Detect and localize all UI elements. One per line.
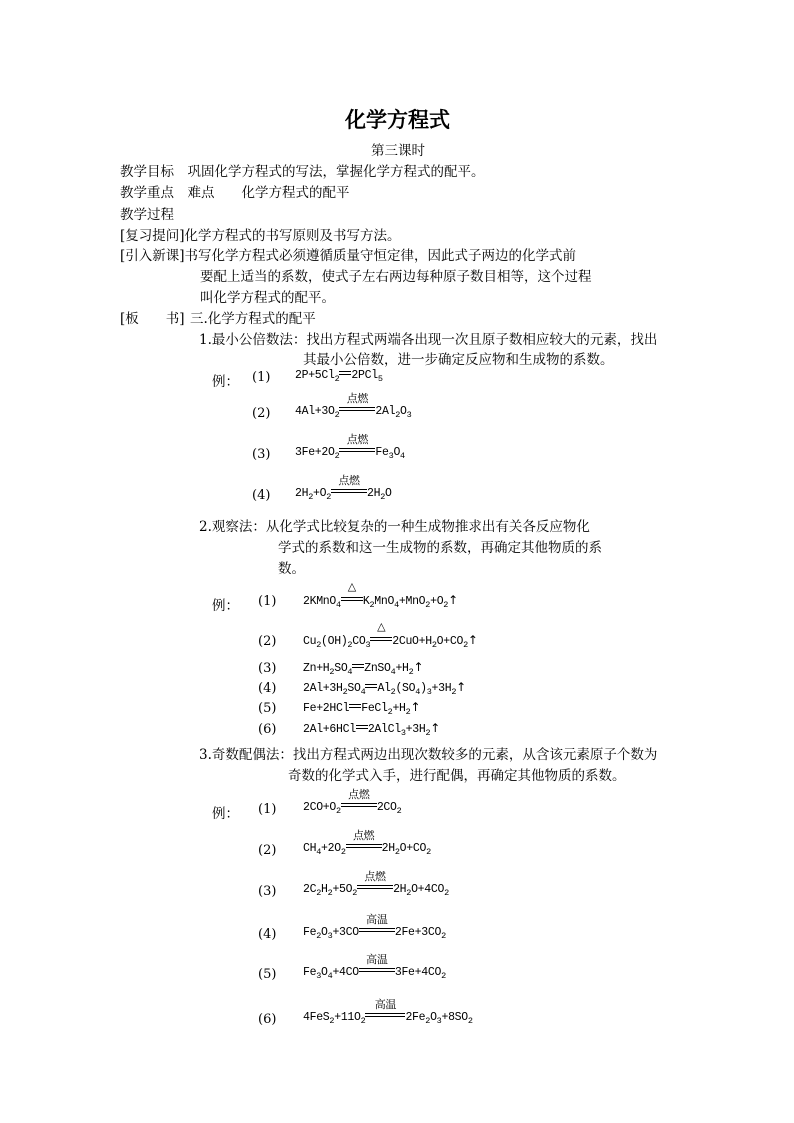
intro-line-3: 叫化学方程式的配平。: [200, 290, 335, 306]
equation-3-6: $4FeS_2+11O_2$ 高温 $2Fe_2O_3+8SO_2$: [303, 998, 473, 1026]
equation-2-6: 2Al+6HCl $2AlCl_3+3H_2↑$: [303, 721, 441, 738]
method-3-line-2: 奇数的化学式入手，进行配偶，再确定其他物质的系数。: [288, 768, 626, 784]
equation-3-1: $2CO+O_2$ 点燃 $2CO_2$: [303, 788, 402, 816]
equation-2-2: $Cu_2(OH)_2CO_3$ △ $2CuO+H_2O+CO_2↑$: [303, 620, 478, 650]
eq-number: (1): [258, 594, 277, 609]
intro-line-2: 要配上适当的系数，使式子左右两边每种原子数目相等，这个过程: [200, 269, 592, 285]
method-2-line-3: 数。: [278, 561, 305, 577]
eq-number: (3): [258, 661, 277, 676]
teaching-focus: 教学重点 难点 化学方程式的配平: [120, 185, 350, 201]
teaching-process: 教学过程: [120, 207, 174, 223]
equation-2-3: $Zn+H_2SO_4$ $ZnSO_4+H_2↑$: [303, 660, 424, 677]
method-1-line-1: 1.最小公倍数法：找出方程式两端各出现一次且原子数相应较大的元素，找出: [199, 332, 658, 348]
eq-number: (5): [258, 701, 277, 716]
eq-number: (1): [252, 370, 271, 385]
equation-1-1: $2P+5Cl_2$ 2PCl$_5$: [295, 369, 383, 384]
example-label: 例：: [212, 374, 239, 390]
teaching-goal: 教学目标 巩固化学方程式的写法，掌握化学方程式的配平。: [120, 164, 485, 180]
eq-number: (2): [258, 843, 277, 858]
equation-2-5: Fe+2HCl $FeCl_2+H_2↑$: [303, 700, 421, 717]
equation-1-3: $3Fe+2O_2$ 点燃 $Fe_3O_4$: [295, 433, 405, 461]
review-question: [复习提问]化学方程式的书写原则及书写方法。: [120, 228, 401, 244]
method-2-line-2: 学式的系数和这一生成物的系数，再确定其他物质的系: [278, 540, 602, 556]
eq-number: (4): [258, 927, 277, 942]
equation-3-4: $Fe_2O_3+3CO$ 高温 $2Fe+3CO_2$: [303, 913, 446, 941]
board-text: 三.化学方程式的配平: [190, 311, 316, 327]
equation-1-4: $2H_2+O_2$ 点燃 $2H_2O$: [295, 474, 392, 502]
equation-2-4: $2Al+3H_2SO_4$ $Al_2(SO_4)_3+3H_2↑$: [303, 680, 466, 697]
equation-2-1: 2KMnO$_4$ △ $K_2MnO_4+MnO_2+O_2↑$: [303, 580, 458, 610]
eq-number: (1): [258, 802, 277, 817]
page-subtitle: 第三课时: [371, 143, 425, 159]
eq-number: (2): [252, 406, 271, 421]
eq-number: (3): [258, 884, 277, 899]
method-2-line-1: 2.观察法：从化学式比较复杂的一种生成物推求出有关各反应物化: [199, 519, 590, 535]
eq-number: (5): [258, 967, 277, 982]
eq-number: (3): [252, 447, 271, 462]
equation-1-2: $4Al+3O_2$ 点燃 $2Al_2O_3$: [295, 392, 412, 420]
example-label: 例：: [212, 806, 239, 822]
equation-3-5: $Fe_3O_4+4CO$ 高温 $3Fe+4CO_2$: [303, 953, 446, 981]
example-label: 例：: [212, 598, 239, 614]
intro-line-1: [引入新课]书写化学方程式必须遵循质量守恒定律，因此式子两边的化学式前: [120, 248, 577, 264]
eq-number: (6): [258, 1012, 277, 1027]
eq-number: (2): [258, 634, 277, 649]
method-3-line-1: 3.奇数配偶法：找出方程式两边出现次数较多的元素，从含该元素原子个数为: [199, 747, 658, 763]
board-label: [板 书]: [120, 311, 185, 327]
eq-number: (6): [258, 722, 277, 737]
eq-number: (4): [258, 681, 277, 696]
equation-3-2: $CH_4+2O_2$ 点燃 $2H_2O+CO_2$: [303, 829, 431, 857]
method-1-line-2: 其最小公倍数，进一步确定反应物和生成物的系数。: [303, 352, 614, 368]
page-title: 化学方程式: [345, 108, 450, 132]
eq-number: (4): [252, 488, 271, 503]
equation-3-3: $2C_2H_2+5O_2$ 点燃 $2H_2O+4CO_2$: [303, 870, 449, 898]
